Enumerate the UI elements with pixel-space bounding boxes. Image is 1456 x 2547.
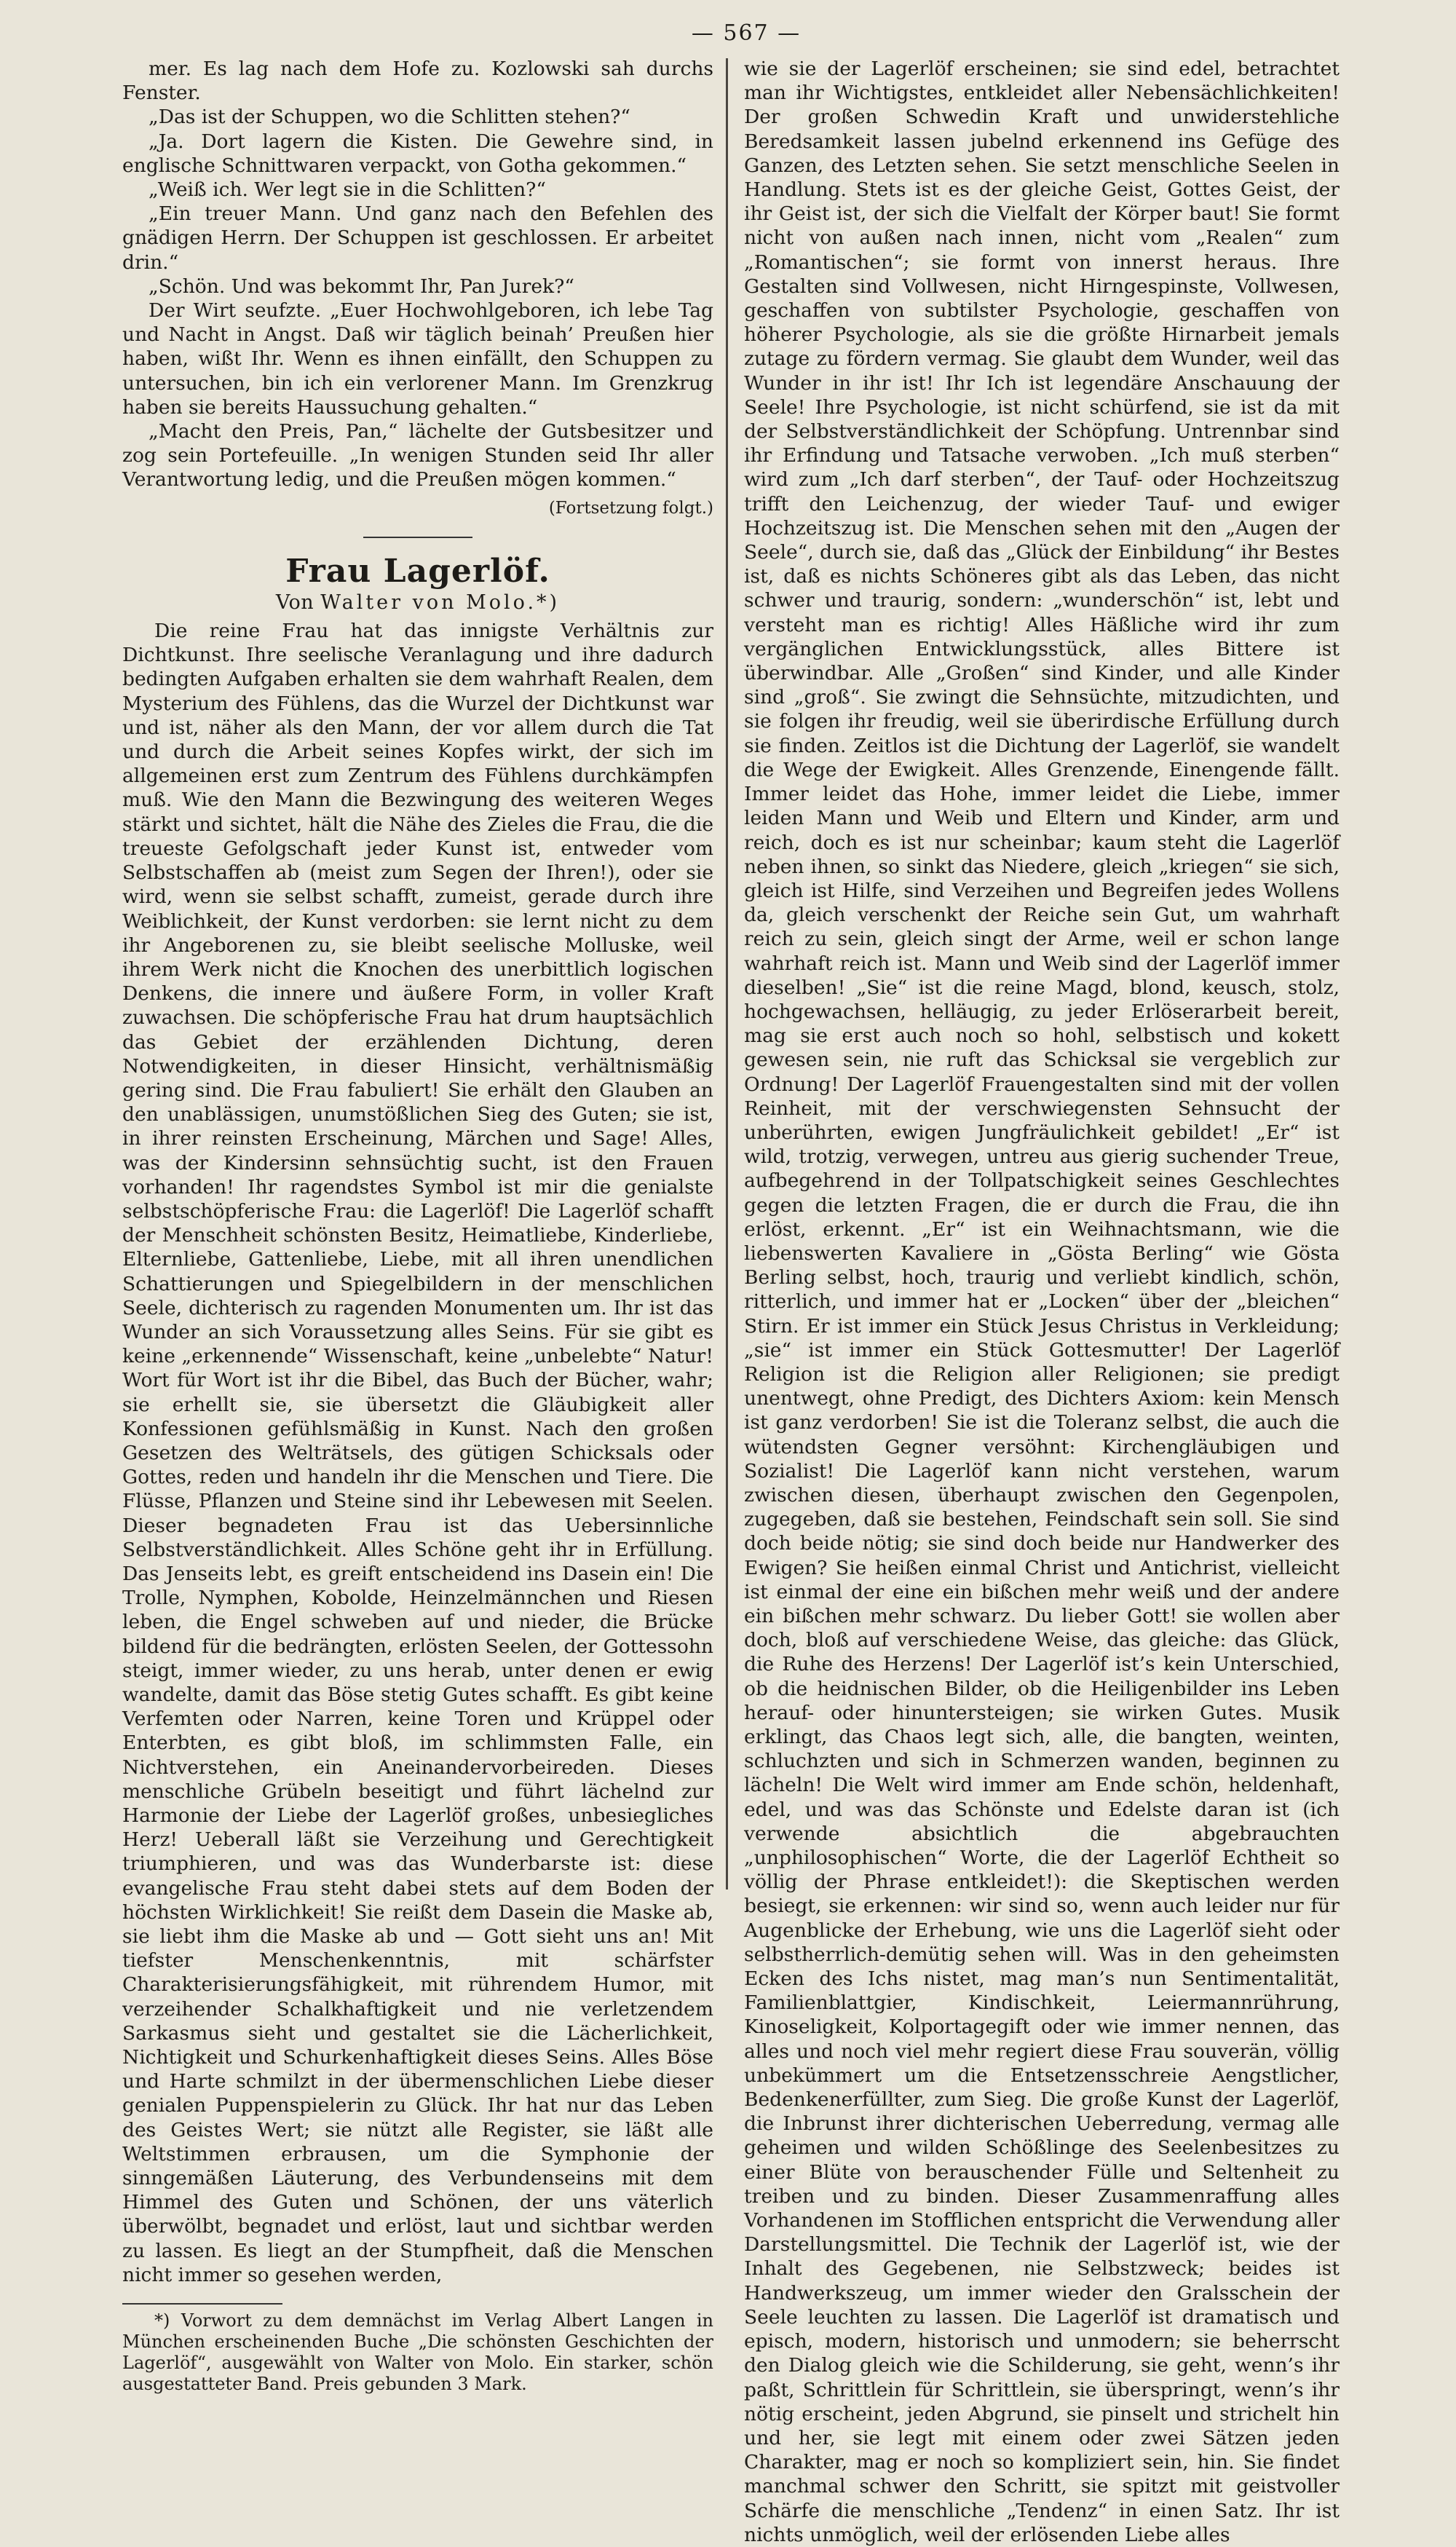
story-paragraph: „Das ist der Schuppen, wo die Schlitten stehen?“ <box>149 106 630 129</box>
right-column <box>744 57 1340 2547</box>
article-paragraph: Die reine Frau hat das innigste Verhältnis zur Dichtkunst. Ihre seelische Veranlagung und ihre dadurch bedingten Aufgaben erhalten sie dem wahrhaft Realen, dem Mysterium des Fühlens, das die Wurzel der Dichtkunst war und ist, näher als den Mann, der vor allem durch die Tat und durch die Arbeit seines Kopfes wirkt, der sich im allgemeinen erst zum Zentrum des Fühlens durchkämpfen muß. Wie den Mann die Bezwingung des weiteren Weges stärkt und sichtet, hält die Nähe des Zieles die Frau, die die treueste Gefolgschaft jeder Kunst ist, entweder vom Selbstschaffen ab (meist zum Segen der Ihren!), oder sie wird, wenn sie selbst schafft, zumeist, gerade durch ihre Weiblichkeit, der Kunst verdorben: sie lernt nicht zu dem ihr Angeborenen zu, sie bleibt seelische Molluske, weil ihrem Werk nicht die Knochen des unerbittlich logischen Denkens, die innere und äußere Form, in voller Kraft zuwachsen. Die schöpferische Frau hat drum hauptsächlich das Gebiet der erzählenden Dichtung, deren Notwendigkeiten, in dieser Hinsicht, verhältnismäßig gering sind. Die Frau fabuliert! Sie erhält den Glauben an den unablässigen, unumstößlichen Sieg des Guten; sie ist, in ihrer reinsten Erscheinung, Märchen und Sage! Alles, was der Kindersinn sehnsüchtig sucht, ist den Frauen vorhanden! Ihr ragendstes Symbol ist mir die genialste selbstschöpferische Frau: die Lagerlöf! Die Lagerlöf schafft der Menschheit schönsten Besitz, Heimatliebe, Kinderliebe, Elternliebe, Gattenliebe, Liebe, mit all ihren unendlichen Schattierungen und Spiegelbildern in der menschlichen Seele, dichterisch zu ragenden Monumenten um. Ihr ist das Wunder an sich Voraussetzung alles Seins. Für sie gibt es keine „erkennende“ Wissenschaft, keine „unbelebte“ Natur! Wort für Wort ist ihr die Bibel, das Buch der Bücher, wahr; sie erhellt sie, sie übersetzt die Gläubigkeit aller Konfessionen gefühlsmäßig in Kunst. Nach den großen Gesetzen des Welträtsels, des gütigen Schicksals oder Gottes, reden und handeln ihr die Menschen und Tiere. Die Flüsse, Pflanzen und Steine sind ihr Lebewesen mit Seelen. Dieser begnadeten Frau ist das Uebersinnliche Selbstverständlichkeit. Alles Schöne geht ihr in Erfüllung. Das Jenseits lebt, es greift entscheidend ins Dasein ein! Die Trolle, Nymphen, Kobolde, Heinzelmännchen und Riesen leben, die Engel schweben auf und nieder, die Brücke bildend für die bedrängten, erlösten Seelen, der Gottessohn steigt, immer wieder, zu uns herab, unter denen er ewig wandelte, damit das Böse stetig Gutes schafft. Es gibt keine Verfemten oder Narren, keine Toren und Krüppel oder Enterbten, es gibt bloß, im schlimmsten Falle, ein Nichtverstehen, ein Aneinandervorbeireden. Dieses menschliche Grübeln beseitigt und führt lächelnd zur Harmonie der Liebe der Lagerlöf großes, unbesiegliches Herz! Ueberall läßt sie Verzeihung und Gerechtigkeit triumphieren, und was das Wunderbarste ist: diese evangelische Frau steht dabei stets auf dem Boden der höchsten Wirklichkeit! Sie reißt dem Dasein die Maske ab, sie liebt ihm die Maske ab und — Gott sieht uns an! Mit tiefster Menschenkenntnis, mit schärfster Charakterisierungsfähigkeit, mit rührendem Humor, mit verzeihender Schalkhaftigkeit und nie verletzendem Sarkasmus sieht und gestaltet sie die Lächerlichkeit, Nichtigkeit und Schurkenhaftigkeit dieses Seins. Alles Böse und Harte schmilzt in der übermenschlichen Liebe dieser genialen Puppenspielerin zu Glück. Ihr hat nur das Leben des Geistes Wert; sie nützt alle Register, sie läßt alle Weltstimmen erbrausen, um die Symphonie der sinngemäßen Läuterung, des Verbundenseins mit dem Himmel des Guten und Schönen, der uns väterlich überwölbt, begnadet und erlöst, laut und sichtbar werden zu lassen. Es liegt an der Stumpfheit, daß die Menschen nicht immer so gesehen werden, <box>122 620 713 2286</box>
story-paragraph: Der Wirt seufzte. „Euer Hochwohlgeboren, ich lebe Tag und Nacht in Angst. Daß wir täglich beinah’ Preußen hier haben, wißt Ihr. Wenn es ihnen einfällt, den Schuppen zu untersuchen, bin ich ein verlorener Mann. Im Grenzkrug haben sie bereits Haussuchung gehalten.“ <box>122 299 713 419</box>
byline-prefix: Von <box>275 591 314 614</box>
story-continuation <box>122 57 713 492</box>
byline-author: Walter von Molo.*) <box>320 591 561 614</box>
left-column <box>122 57 713 2395</box>
footnote: *) Vorwort zu dem demnächst im Verlag Albert Langen in München erscheinenden Buche „Die schönsten Geschichten der Lagerlöf“, ausgewählt von Walter von Molo. Ein starker, schön ausgestatteter Band. Preis gebunden 3 Mark. <box>122 2310 713 2395</box>
story-paragraph: mer. Es lag nach dem Hofe zu. Kozlowski sah durchs Fenster. <box>122 58 713 105</box>
article-title: Frau Lagerlöf. <box>285 552 550 590</box>
story-paragraph: „Ein treuer Mann. Und ganz nach den Befehlen des gnädigen Herrn. Der Schuppen ist geschlossen. Er arbeitet drin.“ <box>122 202 713 274</box>
section-divider <box>363 537 472 538</box>
column-divider <box>726 58 728 1889</box>
story-paragraph: „Schön. Und was bekommt Ihr, Pan Jurek?“ <box>149 275 574 298</box>
story-paragraph: „Ja. Dort lagern die Kisten. Die Gewehre sind, in englische Schnittwaren verpackt, von Gotha gekommen.“ <box>122 130 713 177</box>
article-byline <box>122 591 713 615</box>
footnote-rule <box>122 2303 282 2305</box>
continuation-note: (Fortsetzung folgt.) <box>548 498 713 518</box>
story-paragraph: „Macht den Preis, Pan,“ lächelte der Gutsbesitzer und zog sein Portefeuille. „In wenigen Stunden seid Ihr aller Verantwortung ledig, und die Preußen mögen kommen.“ <box>122 420 713 491</box>
article-paragraph: wie sie der Lagerlöf erscheinen; sie sind edel, betrachtet man ihr Wichtigstes, entkleidet aller Nebensächlichkeiten! Der großen Schwedin Kraft und unwiderstehliche Beredsamkeit lassen jubelnd erkennend ins Gefüge des Ganzen, des Letzten sehen. Sie setzt menschliche Seelen in Handlung. Stets ist es der gleiche Geist, Gottes Geist, der ihr Geist ist, der sich die Vielfalt der Körper baut! Sie formt nicht von außen nach innen, nicht vom „Realen“ zum „Romantischen“; sie formt von innerst heraus. Ihre Gestalten sind Vollwesen, nicht Hirngespinste, Vollwesen, geschaffen von subtilster Psychologie, geschaffen von höherer Psychologie, als sie die größte Hirnarbeit jemals zutage zu fördern vermag. Sie glaubt dem Wunder, weil das Wunder in ihr ist! Ihr Ich ist legendäre Anschauung der Seele! Ihre Psychologie, ist nicht schürfend, sie ist da mit der Selbstverständlichkeit der Schöpfung. Untrennbar sind ihr Erfindung und Tatsache verwoben. „Ich muß sterben“ wird zum „Ich darf sterben“, der Tauf- oder Hochzeitszug trifft den Leichenzug, der wieder Tauf- und ewiger Hochzeitszug ist. Die Menschen sehen mit den „Augen der Seele“, durch sie, daß das „Glück der Einbildung“ ihr Bestes ist, daß es nichts Schöneres gibt als das Leben, das nicht schwer und traurig, sondern: „wunderschön“ ist, lebt und versteht man es richtig! Alles Häßliche wird ihr zum vergänglichen Entwicklungsstück, alles Bittere ist überwindbar. Alle „Großen“ sind Kinder, und alle Kinder sind „groß“. Sie zwingt die Sehnsüchte, mitzudichten, und sie folgen ihr freudig, weil sie überirdische Erfüllung durch sie finden. Zeitlos ist die Dichtung der Lagerlöf, sie wandelt die Wege der Ewigkeit. Alles Grenzende, Einengende fällt. Immer leidet das Hohe, immer leidet die Liebe, immer leiden Mann und Weib und Eltern und Kinder, arm und reich, doch es ist nur scheinbar; kaum steht die Lagerlöf neben ihnen, so sinkt das Niedere, gleich „kriegen“ sie sich, gleich ist Hilfe, sind Verzeihen und Begreifen jedes Wollens da, gleich verschenkt der Reiche sein Gut, um wahrhaft reich zu sein, gleich singt der Arme, weil er schon lange wahrhaft reich ist. Mann und Weib sind der Lagerlöf immer dieselben! „Sie“ ist die reine Magd, blond, keusch, stolz, hochgewachsen, helläugig, zu jeder Erlöserarbeit bereit, mag sie erst auch noch so hohl, selbstisch und kokett gewesen sein, nie ruft das Schicksal sie vergeblich zur Ordnung! Der Lagerlöf Frauengestalten sind mit der vollen Reinheit, mit der verschwiegensten Sehnsucht der unberührten, ewigen Jungfräulichkeit gebildet! „Er“ ist wild, trotzig, verwegen, untreu aus gierig suchender Treue, aufbegehrend in der Tollpatschigkeit seines Geschlechtes gegen die letzten Fragen, die er durch die Frau, die ihn erlöst, erkennt. „Er“ ist ein Weihnachtsmann, wie die liebenswerten Kavaliere in „Gösta Berling“ wie Gösta Berling selbst, hoch, traurig und verliebt kindlich, schön, ritterlich, und immer hat er „Locken“ über der „bleichen“ Stirn. Er ist immer ein Stück Jesus Christus in Verkleidung; „sie“ ist immer ein Stück Gottesmutter! Der Lagerlöf Religion ist die Religion aller Religionen; sie predigt unentwegt, ohne Predigt, des Dichters Axiom: kein Mensch ist ganz verdorben! Sie ist die Toleranz selbst, die auch die wütendsten Gegner versöhnt: Kirchengläubigen und Sozialist! Die Lagerlöf kann nicht verstehen, warum zwischen diesen, überhaupt zwischen den Gegenpolen, zugegeben, daß sie bestehen, Feindschaft sein soll. Sie sind doch beide nötig; sie sind doch beide nur Handwerker des Ewigen? Sie heißen einmal Christ und Antichrist, vielleicht ist einmal der eine ein bißchen mehr weiß und der andere ein bißchen mehr schwarz. Du lieber Gott! sie wollen aber doch, bloß auf verschiedene Weise, das gleiche: das Glück, die Ruhe des Herzens! Der Lagerlöf ist’s kein Unterschied, ob die heidnischen Bilder, ob die Heiligenbilder ins Leben herauf- oder hinuntersteigen; sie wirken Gutes. Musik erklingt, das Chaos legt sich, alle, die bangten, weinten, schluchzten und sich in Schmerzen wanden, beginnen zu lächeln! Die Welt wird immer am Ende schön, heldenhaft, edel, und was das Schönste und Edelste daran ist (ich verwende absichtlich die abgebrauchten „unphilosophischen“ Worte, die der Lagerlöf Echtheit so völlig der Phrase entkleidet!): die Skeptischen werden besiegt, sie erkennen: wir sind so, wenn auch leider nur für Augenblicke der Erhebung, wie uns die Lagerlöf sieht oder selbstherrlich-demütig sehen will. Was in den geheimsten Ecken des Ichs nistet, mag man’s nun Sentimentalität, Familienblattgier, Kindischkeit, Leiermannrührung, Kinoseligkeit, Kolportagegift oder wie immer nennen, das alles und noch viel mehr regiert diese Frau souverän, völlig unbekümmert um die Entsetzensschreie Aengstlicher, Bedenkenerfüllter, zum Sieg. Die große Kunst der Lagerlöf, die Inbrunst ihrer dichterischen Ueberredung, vermag alle geheimen und wilden Schößlinge des Seelenbesitzes zu einer Blüte von berauschender Fülle und Seltenheit zu treiben und zu binden. Dieser Zusammenraffung alles Vorhandenen im Stofflichen entspricht die Verwendung aller Darstellungsmittel. Die Technik der Lagerlöf ist, wie der Inhalt des Gegebenen, nie Selbstzweck; beides ist Handwerkszeug, um immer wieder den Gralsschein der Seele leuchten zu lassen. Die Lagerlöf ist dramatisch und episch, modern, historisch und unmodern; sie beherrscht den Dialog gleich wie die Schilderung, sie geht, wenn’s ihr paßt, Schrittlein für Schrittlein, sie überspringt, wenn’s ihr nötig erscheint, jeden Abgrund, sie pinselt und strichelt hin und her, sie legt mit einem oder zwei Sätzen jeden Charakter, mag er noch so kompliziert sein, hin. Sie findet manchmal schwer den Schritt, sie spitzt mit geistvoller Schärfe die menschliche „Tendenz“ in einen Satz. Ihr ist nichts unmöglich, weil der erlösenden Liebe alles <box>744 58 1340 2546</box>
page-number: — 567 — <box>691 20 802 46</box>
story-paragraph: „Weiß ich. Wer legt sie in die Schlitten?“ <box>149 178 546 202</box>
